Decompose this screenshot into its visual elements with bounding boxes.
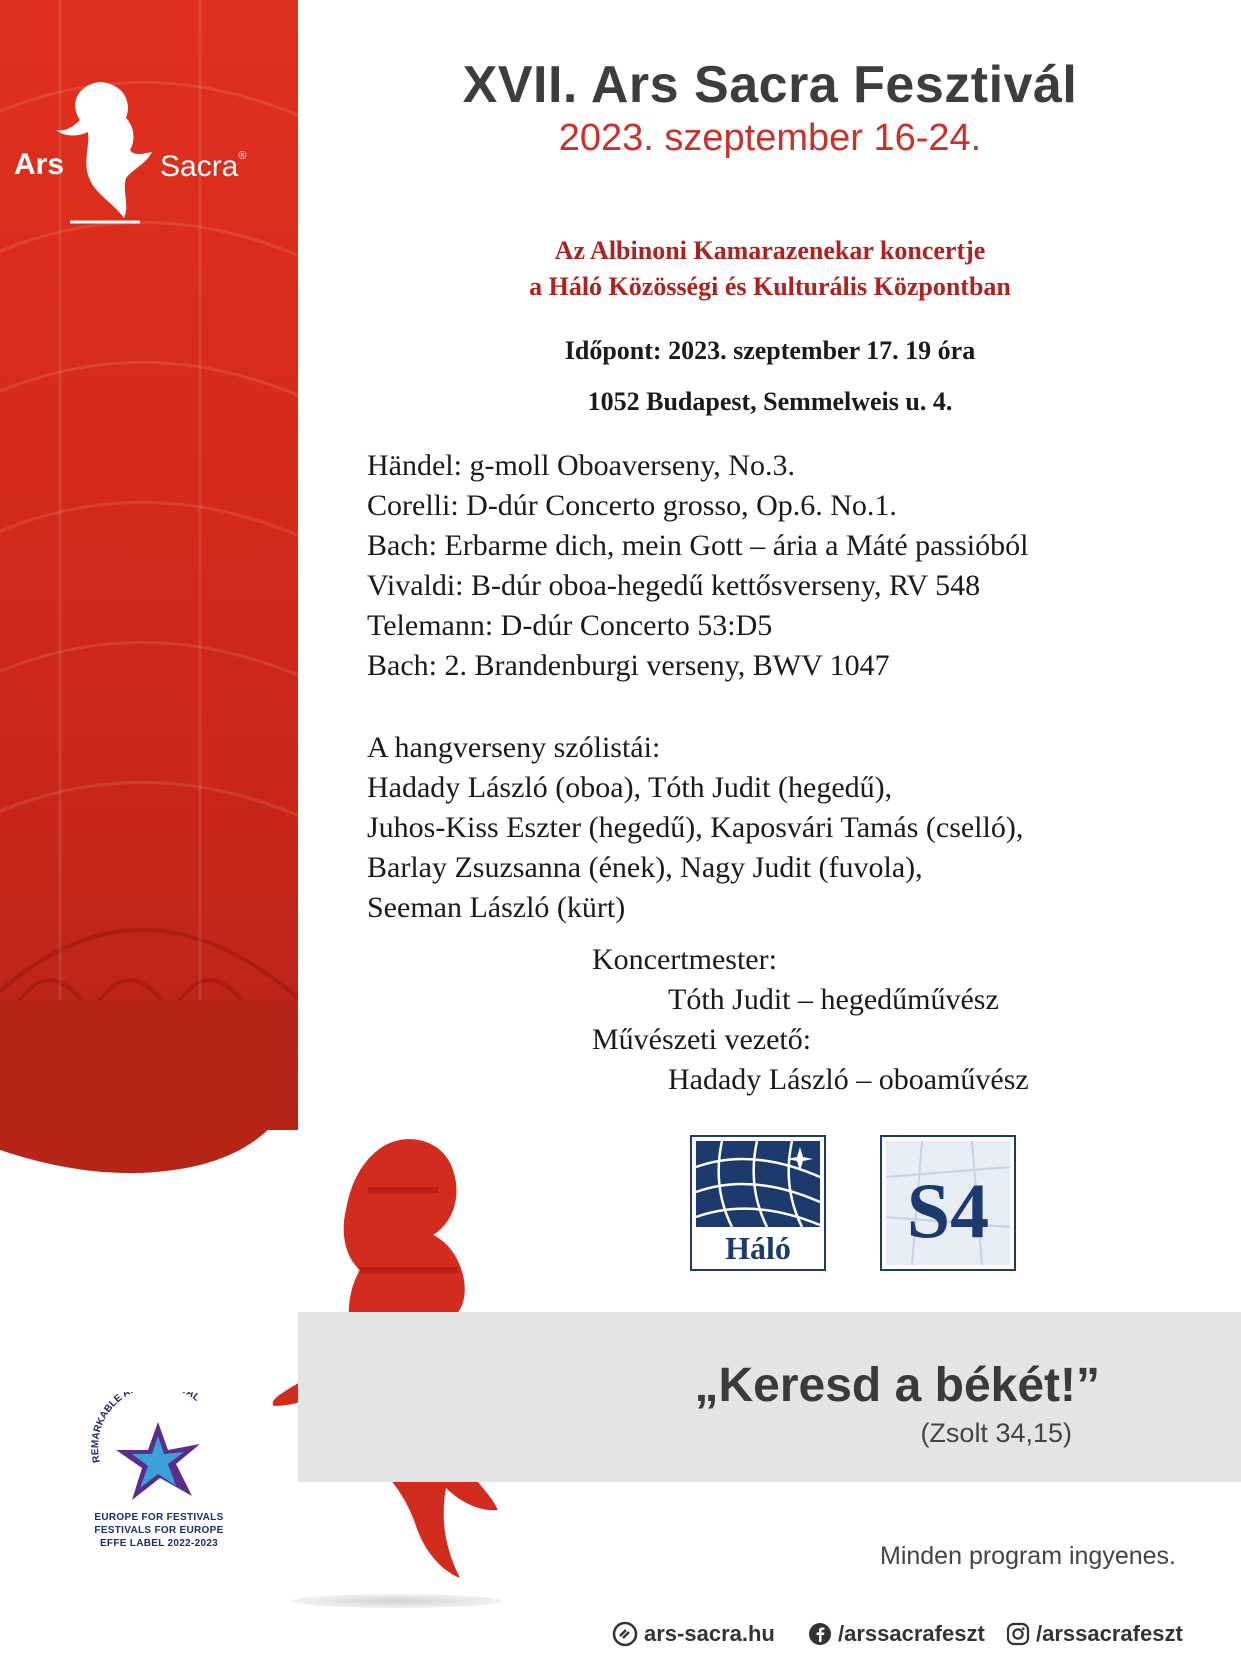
program-item: Bach: 2. Brandenburgi verseny, BWV 1047 xyxy=(367,649,890,682)
logo-word-sacra xyxy=(160,150,246,184)
instagram-link[interactable] xyxy=(1006,1621,1183,1647)
s4-mosaic-icon xyxy=(882,1137,1014,1269)
quote-reference: (Zsolt 34,15) xyxy=(920,1418,1072,1448)
soloists-line: Barlay Zsuzsanna (ének), Nagy Judit (fuvola), xyxy=(367,851,923,884)
roles-block xyxy=(592,940,1029,1100)
facebook-icon xyxy=(808,1622,832,1646)
concertmaster-name: Tóth Judit – hegedűművész xyxy=(668,983,999,1016)
link-icon xyxy=(612,1621,638,1647)
instagram-icon xyxy=(1006,1622,1030,1646)
program-item: Bach: Erbarme dich, mein Gott – ária a Máté passióból xyxy=(367,529,1029,562)
angel-logo-icon xyxy=(50,72,160,232)
concertmaster-label: Koncertmester: xyxy=(592,943,777,976)
director-label: Művészeti vezető: xyxy=(592,1023,812,1056)
logo-word-ars: Ars xyxy=(14,148,65,181)
program-item: Händel: g-moll Oboaverseny, No.3. xyxy=(367,449,795,482)
program-item: Corelli: D-dúr Concerto grosso, Op.6. No.1. xyxy=(367,489,897,522)
angel-shadow xyxy=(292,1594,502,1608)
soloists-line: Seeman László (kürt) xyxy=(367,891,626,924)
effe-line1: EUROPE FOR FESTIVALS xyxy=(94,1512,224,1523)
halo-label: Háló xyxy=(725,1230,791,1266)
event-time: Időpont: 2023. szeptember 17. 19 óra xyxy=(564,336,976,365)
halo-logo xyxy=(690,1135,826,1271)
effe-line3: EFFE LABEL 2022-2023 xyxy=(99,1538,219,1549)
effe-arc-text: REMARKABLE A AL xyxy=(89,1392,202,1464)
festival-title: XVII. Ars Sacra Fesztivál xyxy=(462,56,1078,114)
program-item: Telemann: D-dúr Concerto 53:D5 xyxy=(367,609,773,642)
soloists-block xyxy=(367,728,1023,928)
festival-dates: 2023. szeptember 16-24. xyxy=(558,117,982,159)
program-list xyxy=(367,446,1028,686)
website-link[interactable] xyxy=(612,1621,775,1647)
registered-mark: ® xyxy=(238,150,247,162)
website-text: ars-sacra.hu xyxy=(644,1621,775,1646)
s4-label: S4 xyxy=(906,1167,990,1254)
halo-net-icon xyxy=(692,1137,824,1269)
facebook-text: /arssacrafeszt xyxy=(838,1621,985,1646)
facebook-link[interactable] xyxy=(808,1621,985,1647)
effe-line2: FESTIVALS FOR EUROPE xyxy=(94,1525,224,1536)
free-program-notice: Minden program ingyenes. xyxy=(880,1542,1176,1570)
soloists-line: Juhos-Kiss Eszter (hegedű), Kaposvári Tamás (cselló), xyxy=(367,811,1024,844)
logo-sacra-text: Sacra xyxy=(160,150,239,183)
effe-star-icon xyxy=(88,1392,228,1508)
instagram-text: /arssacrafeszt xyxy=(1036,1621,1183,1646)
soloists-heading: A hangverseny szólistái: xyxy=(367,731,661,764)
event-title-line1: Az Albinoni Kamarazenekar koncertje xyxy=(554,236,986,265)
soloists-line: Hadady László (oboa), Tóth Judit (hegedű), xyxy=(367,771,893,804)
s4-logo xyxy=(880,1135,1016,1271)
quote-text: „Keresd a békét!” xyxy=(694,1359,1100,1412)
program-item: Vivaldi: B-dúr oboa-hegedű kettősverseny, RV 548 xyxy=(367,569,981,602)
red-banner xyxy=(0,0,298,1130)
director-name: Hadady László – oboaművész xyxy=(668,1063,1029,1096)
event-address: 1052 Budapest, Semmelweis u. 4. xyxy=(587,387,953,416)
event-title-line2: a Háló Közösségi és Kulturális Központban xyxy=(529,272,1011,301)
